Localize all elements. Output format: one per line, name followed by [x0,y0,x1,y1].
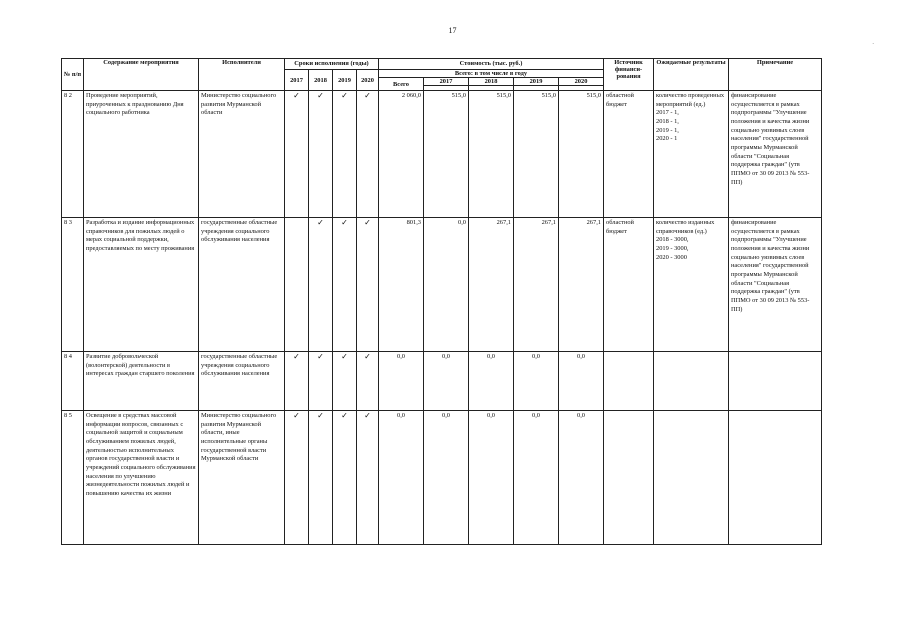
row-expected [654,411,729,545]
row-cost: 515,0 [514,91,559,218]
row-cost: 515,0 [469,91,514,218]
check-mark: ✓ [285,411,309,545]
header-cost-year: 2019 [514,78,559,86]
check-mark: ✓ [309,218,333,352]
row-total: 0,0 [379,411,424,545]
header-expected: Ожидаемые результаты [654,59,729,91]
header-source: Источник финанси-рования [604,59,654,91]
row-executors: Министерство социального развития Мурманской области [199,91,285,218]
header-num: № п/п [62,59,84,91]
header-year: 2020 [357,70,379,91]
check-mark: ✓ [333,91,357,218]
row-cost: 0,0 [469,352,514,411]
row-note: финансирование осуществляется в рамках подпрограммы "Улучшение положения и качества жизни социально уязвимых слоев населения" государственной программы Мурманской области "Социальная поддержка граждан" (утв ППМО от 30 09 2013 № 553-ПП) [729,91,822,218]
row-num: 8 4 [62,352,84,411]
check-mark: ✓ [333,352,357,411]
table-row [62,411,822,545]
header-executors: Исполнители [199,59,285,91]
row-total: 2 060,0 [379,91,424,218]
row-cost: 0,0 [514,352,559,411]
row-note: финансирование осуществляется в рамках подпрограммы "Улучшение положения и качества жизни социально уязвимых слоев населения" государственной программы Мурманской области "Социальная поддержка граждан" (утв ППМО от 30 09 2013 № 553-ПП) [729,218,822,352]
row-total: 0,0 [379,352,424,411]
row-source: областной бюджет [604,218,654,352]
row-cost: 267,1 [514,218,559,352]
row-executors: государственные областные учреждения социального обслуживания населения [199,218,285,352]
header-period: Сроки исполнения (годы) [285,59,379,70]
row-source: областной бюджет [604,91,654,218]
row-cost: 515,0 [559,91,604,218]
row-cost: 0,0 [559,411,604,545]
row-cost: 267,1 [469,218,514,352]
row-expected: количество изданных справочников (ед.) 2018 - 3000, 2019 - 3000, 2020 - 3000 [654,218,729,352]
header-cost-year: 2018 [469,78,514,86]
row-cost: 0,0 [514,411,559,545]
check-mark: ✓ [285,352,309,411]
row-num: 8 2 [62,91,84,218]
row-content: Развитие добровольческой (волонтерской) деятельности в интересах граждан старшего поколения [84,352,199,411]
check-mark: ✓ [357,411,379,545]
row-cost: 515,0 [424,91,469,218]
row-executors: Министерство социального развития Мурманской области, иные исполнительные органы государственной власти Мурманской области [199,411,285,545]
row-cost: 0,0 [424,218,469,352]
row-cost: 0,0 [424,352,469,411]
table-row [62,352,822,411]
row-content: Освещение в средствах массовой информации вопросов, связанных с социальной защитой и социальным обслуживанием пожилых людей, деятельностью исполнительных органов государственной власти и учреждений социального обслуживания населения по улучшению жизнедеятельности пожилых людей и повышению качества их жизни [84,411,199,545]
table-row [62,218,822,352]
header-year: 2019 [333,70,357,91]
table-row [62,91,822,218]
check-mark: ✓ [285,91,309,218]
row-cost: 267,1 [559,218,604,352]
row-total: 801,3 [379,218,424,352]
row-content: Проведение мероприятий, приуроченных к празднованию Дня социального работника [84,91,199,218]
check-mark: ✓ [357,91,379,218]
check-mark: ✓ [309,411,333,545]
check-mark: ✓ [357,218,379,352]
row-source [604,411,654,545]
check-mark: ✓ [357,352,379,411]
row-content: Разработка и издание информационных справочников для пожилых людей о мерах социальной поддержки, предоставляемых по месту проживания [84,218,199,352]
check-mark: ✓ [333,411,357,545]
row-num: 8 5 [62,411,84,545]
header-cost-sub: Всего: в том числе в году [379,70,604,78]
header-year: 2018 [309,70,333,91]
row-expected [654,352,729,411]
row-num: 8 3 [62,218,84,352]
header-total: Всего [379,78,424,91]
row-executors: государственные областные учреждения социального обслуживания населения [199,352,285,411]
row-note [729,352,822,411]
measures-table [61,58,822,545]
row-expected: количество проведенных мероприятий (ед.) 2017 - 1, 2018 - 1, 2019 - 1, 2020 - 1 [654,91,729,218]
row-cost: 0,0 [424,411,469,545]
header-note: Примечание [729,59,822,91]
row-cost: 0,0 [559,352,604,411]
header-cost: Стоимость (тыс. руб.) [379,59,604,70]
header-cost-year: 2017 [424,78,469,86]
margin-mark: · [872,40,875,48]
row-cost: 0,0 [469,411,514,545]
check-mark: ✓ [333,218,357,352]
page-number: 17 [448,26,457,35]
check-mark: ✓ [309,352,333,411]
header-cost-year: 2020 [559,78,604,86]
header-content: Содержание мероприятия [84,59,199,91]
row-note [729,411,822,545]
row-source [604,352,654,411]
check-mark: ✓ [309,91,333,218]
check-mark-empty [285,218,309,352]
header-year: 2017 [285,70,309,91]
